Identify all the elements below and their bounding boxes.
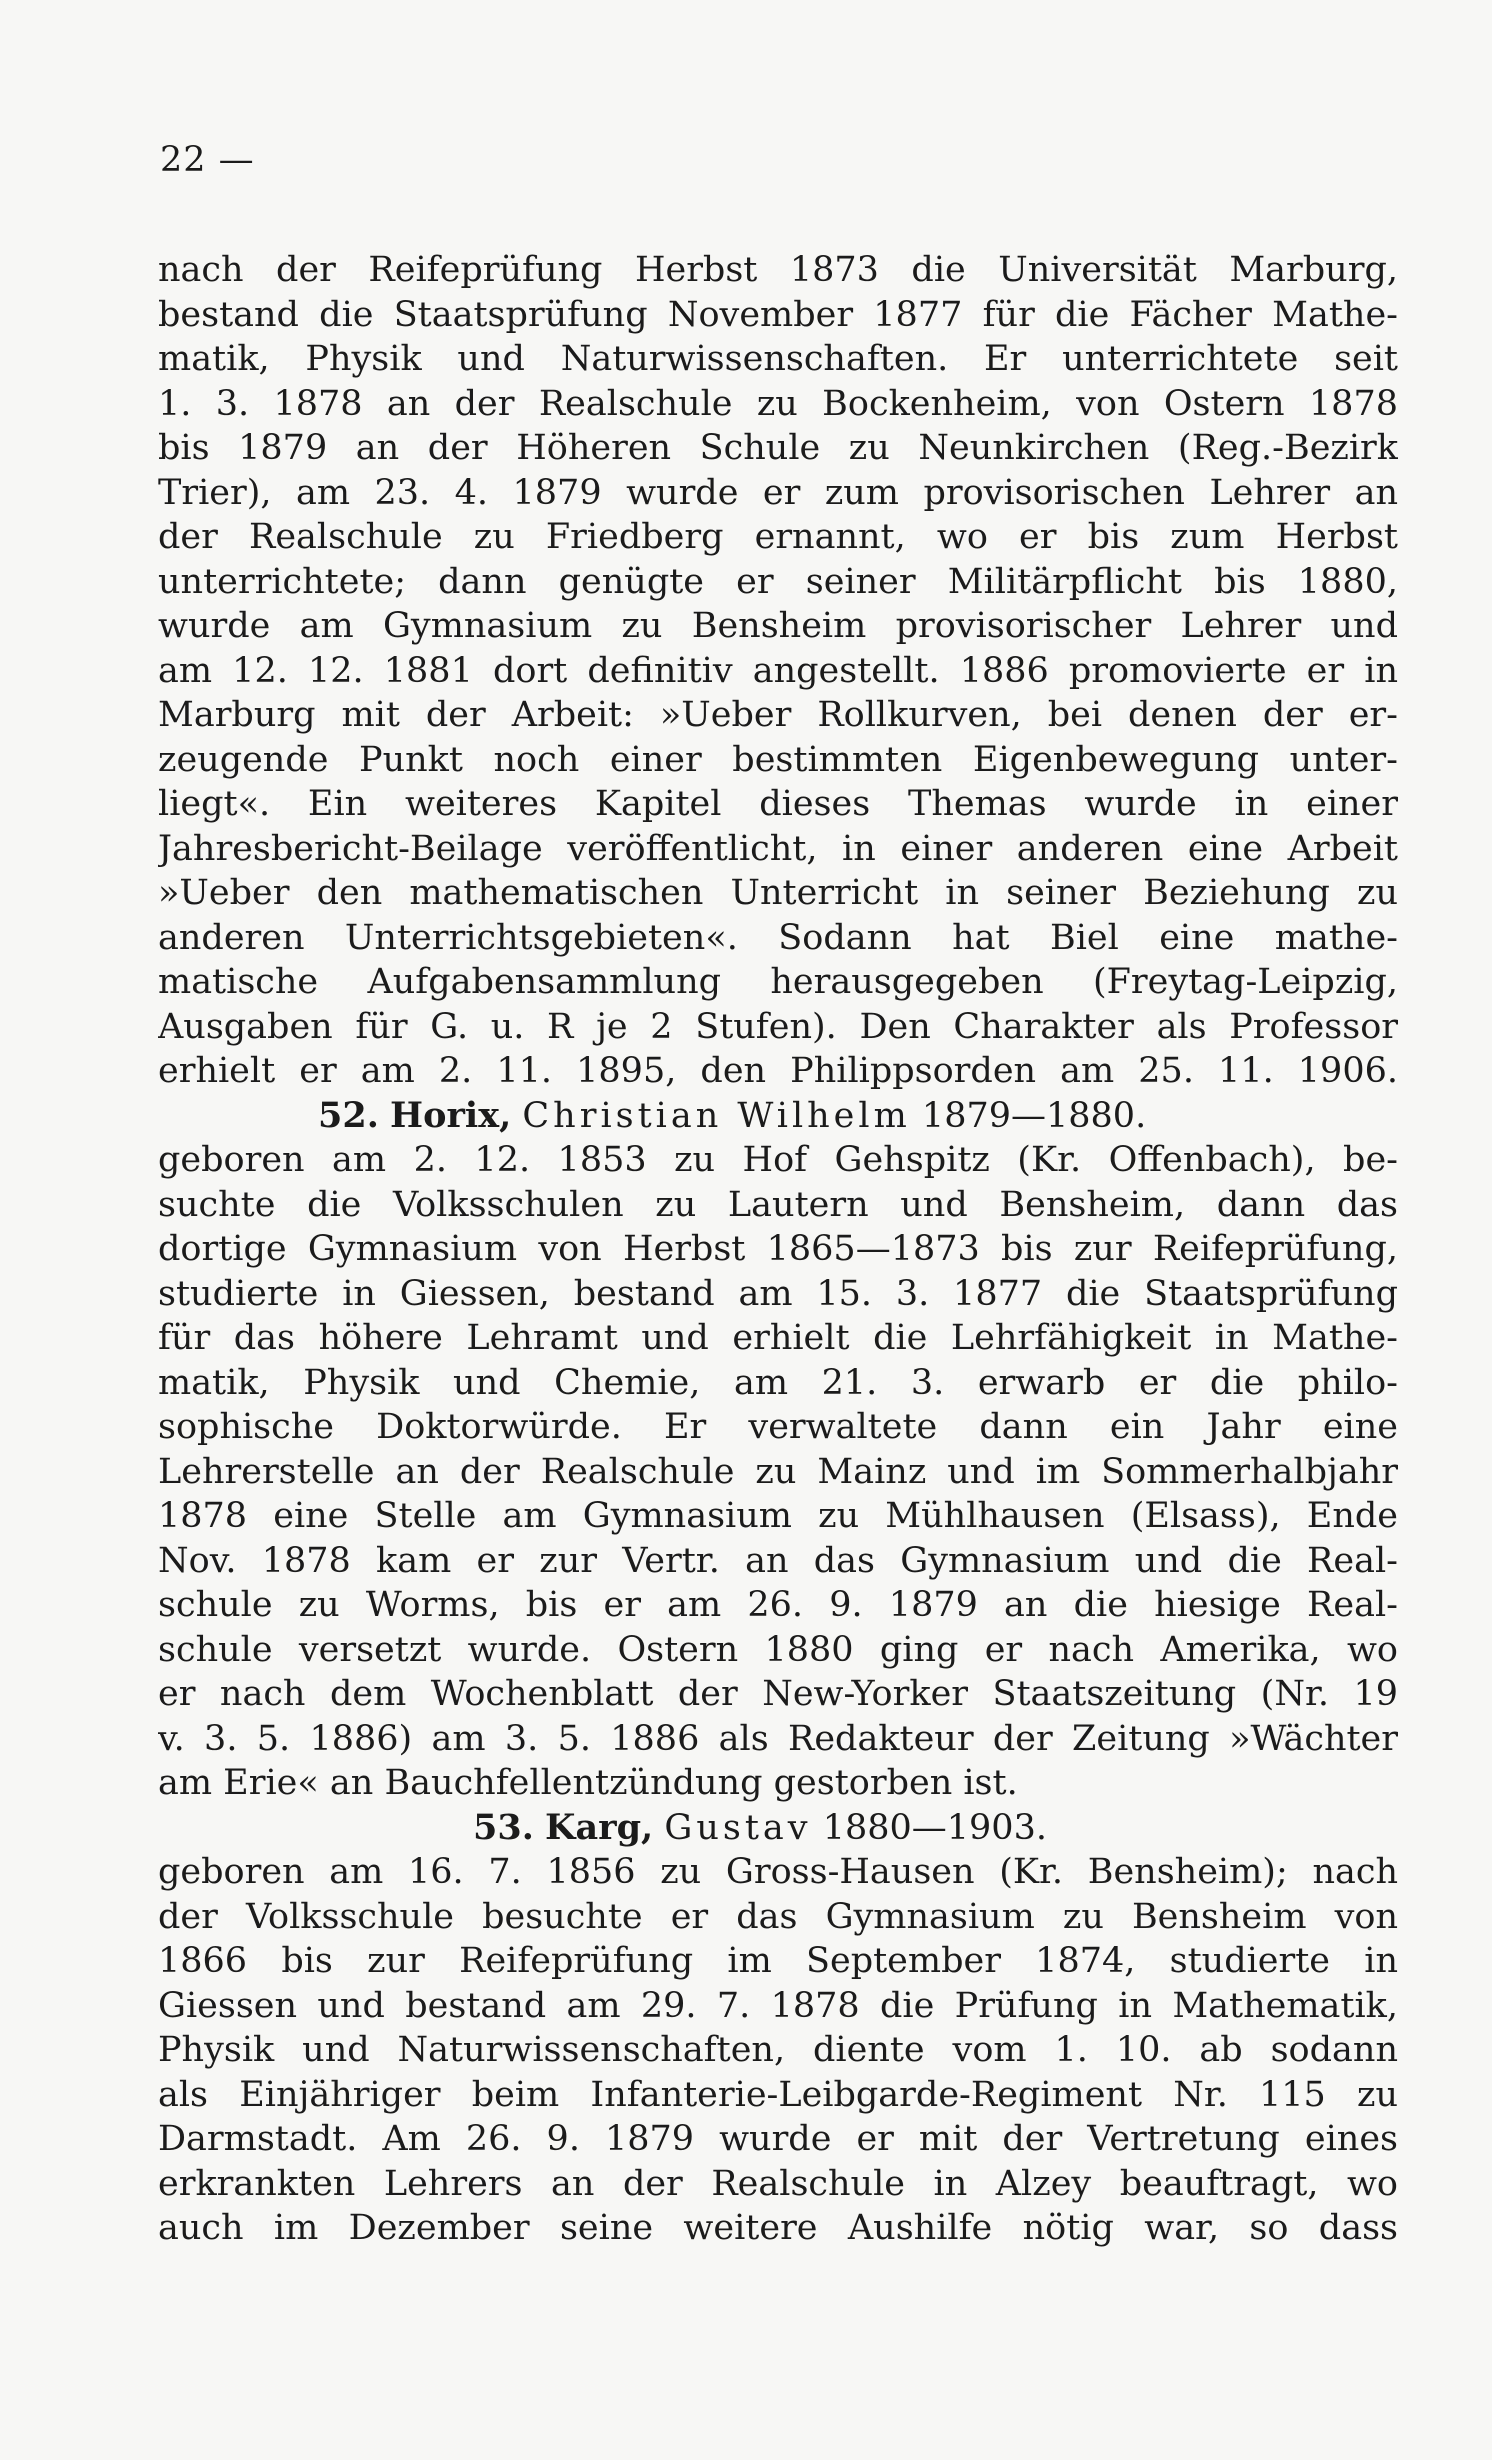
text-line: »Ueber den mathematischen Unterricht in seiner Beziehung zu: [158, 873, 1398, 913]
text-line: am 12. 12. 1881 dort definitiv angestellt. 1886 promovierte er in: [158, 650, 1398, 691]
text-line: auch im Dezember seine weitere Aushilfe nötig war, so dass: [158, 2208, 1398, 2248]
text-line: sophische Doktorwürde. Er verwaltete dann ein Jahr eine: [158, 1407, 1398, 1447]
text-line: 1866 bis zur Reifeprüfung im September 1874, studierte in: [158, 1941, 1398, 1981]
page-number: 22 —: [160, 140, 255, 180]
text-line: der Realschule zu Friedberg ernannt, wo er bis zum Herbst: [158, 517, 1398, 557]
text-line: studierte in Giessen, bestand am 15. 3. 1877 die Staatsprüfung: [158, 1273, 1398, 1314]
text-line: er nach dem Wochenblatt der New-Yorker Staatszeitung (Nr. 19: [158, 1674, 1398, 1714]
text-line: Ausgaben für G. u. R je 2 Stufen). Den Charakter als Professor: [158, 1006, 1398, 1047]
text-line: nach der Reifeprüfung Herbst 1873 die Universität Marburg,: [158, 250, 1398, 290]
text-line: schule zu Worms, bis er am 26. 9. 1879 an die hiesige Real-: [158, 1585, 1398, 1625]
text-line: Jahresbericht-Beilage veröffentlicht, in einer anderen eine Arbeit: [158, 828, 1398, 869]
text-line: suchte die Volksschulen zu Lautern und Bensheim, dann das: [158, 1184, 1398, 1225]
paragraph-karg: [158, 1850, 1398, 2251]
entry-heading-53: [158, 1806, 1398, 1851]
text-line: matische Aufgabensammlung herausgegeben (Freytag-Leipzig,: [158, 962, 1398, 1002]
entry-number: 52.: [318, 1094, 379, 1136]
entry-number: 53.: [473, 1806, 534, 1848]
text-line: matik, Physik und Chemie, am 21. 3. erwarb er die philo-: [158, 1362, 1398, 1403]
text-line: erkrankten Lehrers an der Realschule in Alzey beauftragt, wo: [158, 2163, 1398, 2204]
entry-surname: Horix,: [390, 1094, 512, 1136]
entry-surname: Karg,: [545, 1806, 654, 1848]
text-line: geboren am 16. 7. 1856 zu Gross-Hausen (Kr. Bensheim); nach: [158, 1852, 1398, 1892]
text-line: wurde am Gymnasium zu Bensheim provisorischer Lehrer und: [158, 606, 1398, 646]
text-line: Lehrerstelle an der Realschule zu Mainz und im Sommerhalbjahr: [158, 1451, 1398, 1492]
text-line: für das höhere Lehramt und erhielt die Lehrfähigkeit in Mathe-: [158, 1318, 1398, 1358]
text-line: am Erie« an Bauchfellentzündung gestorben ist.: [158, 1763, 1018, 1803]
text-line: 1878 eine Stelle am Gymnasium zu Mühlhausen (Elsass), Ende: [158, 1496, 1398, 1536]
text-line: Trier), am 23. 4. 1879 wurde er zum provisorischen Lehrer an: [158, 472, 1398, 513]
text-line: der Volksschule besuchte er das Gymnasium zu Bensheim von: [158, 1896, 1398, 1937]
text-line: 1. 3. 1878 an der Realschule zu Bockenheim, von Ostern 1878: [158, 383, 1398, 424]
text-line: als Einjähriger beim Infanterie-Leibgarde-Regiment Nr. 115 zu: [158, 2074, 1398, 2115]
text-line: schule versetzt wurde. Ostern 1880 ging er nach Amerika, wo: [158, 1629, 1398, 1670]
paragraph-biel-continuation: [158, 248, 1398, 1094]
text-line: matik, Physik und Naturwissenschaften. Er unterrichtete seit: [158, 339, 1398, 379]
text-line: zeugende Punkt noch einer bestimmten Eigenbewegung unter-: [158, 739, 1398, 780]
entry-given-names: Christian Wilhelm: [522, 1095, 911, 1136]
text-line: dortige Gymnasium von Herbst 1865—1873 bis zur Reifeprüfung,: [158, 1229, 1398, 1269]
paragraph-horix: [158, 1138, 1398, 1806]
text-line: Marburg mit der Arbeit: »Ueber Rollkurven, bei denen der er-: [158, 695, 1398, 735]
text-line: anderen Unterrichtsgebieten«. Sodann hat Biel eine mathe-: [158, 917, 1398, 958]
text-line: bis 1879 an der Höheren Schule zu Neunkirchen (Reg.-Bezirk: [158, 428, 1398, 468]
text-line: Darmstadt. Am 26. 9. 1879 wurde er mit der Vertretung eines: [158, 2119, 1398, 2159]
text-line: geboren am 2. 12. 1853 zu Hof Gehspitz (Kr. Offenbach), be-: [158, 1140, 1398, 1180]
text-line: Physik und Naturwissenschaften, diente vom 1. 10. ab sodann: [158, 2030, 1398, 2070]
entry-heading-52: [158, 1094, 1398, 1139]
entry-years: 1880—1903.: [822, 1807, 1047, 1848]
text-line: unterrichtete; dann genügte er seiner Militärpflicht bis 1880,: [158, 561, 1398, 602]
text-line: Nov. 1878 kam er zur Vertr. an das Gymnasium und die Real-: [158, 1540, 1398, 1581]
page-text: [158, 248, 1398, 2251]
text-line: v. 3. 5. 1886) am 3. 5. 1886 als Redakteur der Zeitung »Wächter: [158, 1718, 1398, 1759]
text-line: bestand die Staatsprüfung November 1877 für die Fächer Mathe-: [158, 294, 1398, 335]
text-line: erhielt er am 2. 11. 1895, den Philippsorden am 25. 11. 1906.: [158, 1051, 1398, 1091]
text-line: liegt«. Ein weiteres Kapitel dieses Themas wurde in einer: [158, 784, 1398, 824]
text-line: Giessen und bestand am 29. 7. 1878 die Prüfung in Mathematik,: [158, 1985, 1398, 2026]
entry-given-names: Gustav: [664, 1807, 812, 1848]
entry-years: 1879—1880.: [921, 1095, 1147, 1136]
